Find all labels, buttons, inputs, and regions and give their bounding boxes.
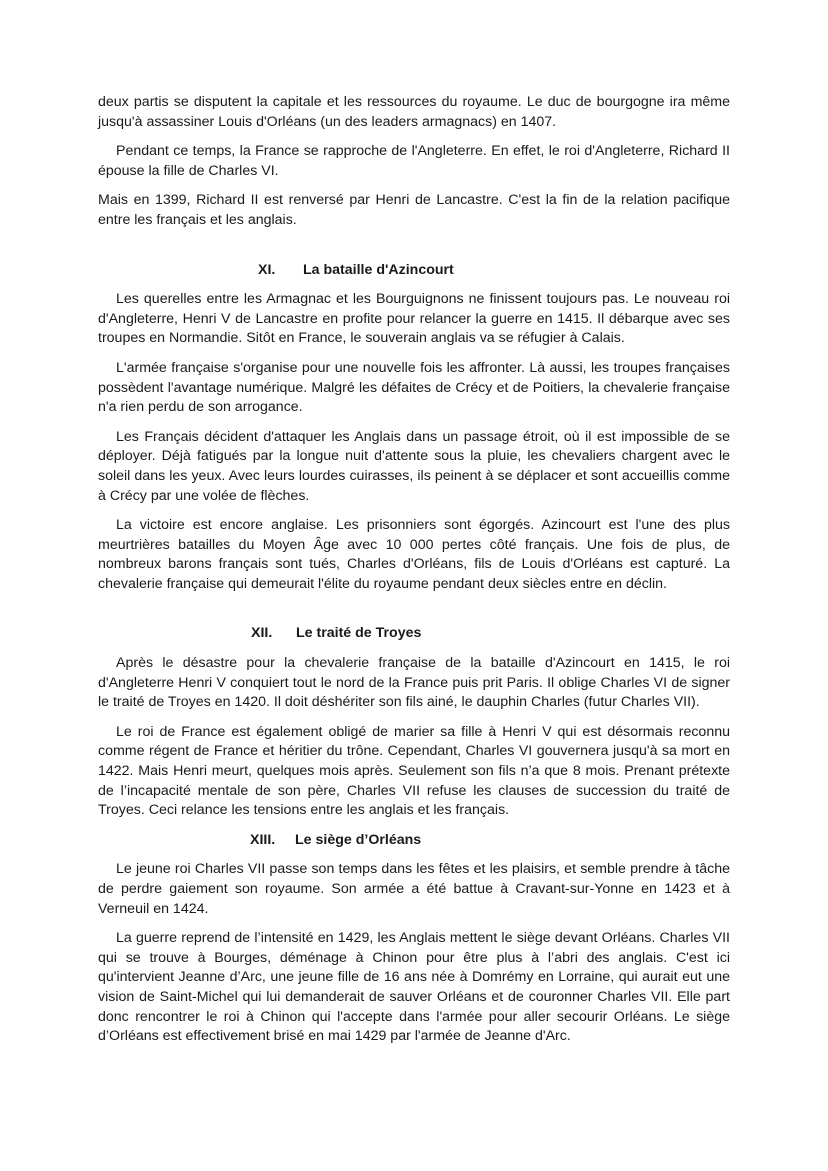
paragraph: Pendant ce temps, la France se rapproche de l'Angleterre. En effet, le roi d'Angleterre, Richard II épouse la fille de Charles VI. xyxy=(98,143,730,179)
paragraph: Le jeune roi Charles VII passe son temps dans les fêtes et les plaisirs, et semble prendre à tâche de perdre gaiement son royaume. Son armée a été battue à Cravant-sur-Yonne en 1423 et à Verneuil en 1424. xyxy=(98,861,730,917)
paragraph: Mais en 1399, Richard II est renversé par Henri de Lancastre. C'est la fin de la relation pacifique entre les français et les anglais. xyxy=(98,192,730,228)
section-heading-xiii xyxy=(98,831,730,851)
section-number: XI. xyxy=(258,261,276,278)
paragraph: La guerre reprend de l’intensité en 1429, les Anglais mettent le siège devant Orléans. Charles VII qui se trouve à Bourges, déménage à Chinon pour être plus à l’abri des anglais. C'est ici qu'intervient Jeanne d’Arc, une jeune fille de 16 ans née à Domrémy en Lorraine, qui aurait eut une vision de Saint-Michel qui lui demanderait de sauver Orléans et de couronner Charles VII. Elle part donc rencontrer le roi à Chinon qui l'accepte dans l'armée pour aller secourir Orléans. Le siège d’Orléans est effectivement brisé en mai 1429 par l'armée de Jeanne d'Arc. xyxy=(98,930,730,1045)
section-title: Le siège d’Orléans xyxy=(295,831,422,848)
paragraph: Après le désastre pour la chevalerie française de la bataille d'Azincourt en 1415, le roi d'Angleterre Henri V conquiert tout le nord de la France puis prit Paris. Il oblige Charles VI de signer le traité de Troyes en 1420. Il doit déshériter son fils ainé, le dauphin Charles (futur Charles VII). xyxy=(98,655,730,711)
section-title: La bataille d'Azincourt xyxy=(303,261,454,278)
paragraph: La victoire est encore anglaise. Les prisonniers sont égorgés. Azincourt est l'une des plus meurtrières batailles du Moyen Âge avec 10 000 pertes côté français. Une fois de plus, de nombreux barons français sont tués, Charles d'Orléans, fils de Louis d'Orléans est capturé. La chevalerie française qui demeurait l'élite du royaume pendant deux siècles entre en déclin. xyxy=(98,517,730,592)
section-heading-xi xyxy=(98,261,730,281)
section-number: XIII. xyxy=(250,831,276,848)
section-heading-xii xyxy=(98,624,730,644)
paragraph: Les querelles entre les Armagnac et les Bourguignons ne finissent toujours pas. Le nouveau roi d'Angleterre, Henri V de Lancastre en profite pour relancer la guerre en 1415. Il débarque avec ses troupes en Normandie. Sitôt en France, le souverain anglais va se réfugier à Calais. xyxy=(98,291,730,347)
section-number: XII. xyxy=(251,625,273,642)
paragraph: L'armée française s'organise pour une nouvelle fois les affronter. Là aussi, les troupes françaises possèdent l'avantage numérique. Malgré les défaites de Crécy et de Poitiers, la chevalerie française n'a rien perdu de son arrogance. xyxy=(98,359,730,416)
paragraph: Le roi de France est également obligé de marier sa fille à Henri V qui est désormais reconnu comme régent de France et héritier du trône. Cependant, Charles VI gouvernera jusqu'à sa mort en 1422. Mais Henri meurt, quelques mois après. Seulement son fils n’a que 8 mois. Prenant prétexte de l’incapacité mentale de son père, Charles VII refuse les clauses de succession du traité de Troyes. Ceci relance les tensions entre les anglais et les français. xyxy=(98,723,730,819)
section-title: Le traité de Troyes xyxy=(296,625,422,642)
paragraph: deux partis se disputent la capitale et les ressources du royaume. Le duc de bourgogne ira même jusqu'à assassiner Louis d'Orléans (un des leaders armagnacs) en 1407. xyxy=(98,94,730,130)
paragraph: Les Français décident d'attaquer les Anglais dans un passage étroit, où il est impossible de se déployer. Déjà fatigués par la longue nuit d'attente sous la pluie, les chevaliers chargent avec le soleil dans les yeux. Avec leurs lourdes cuirasses, ils peinent à se déplacer et sont accueillis comme à Crécy par une volée de flèches. xyxy=(98,428,730,504)
document-page xyxy=(98,93,730,1047)
